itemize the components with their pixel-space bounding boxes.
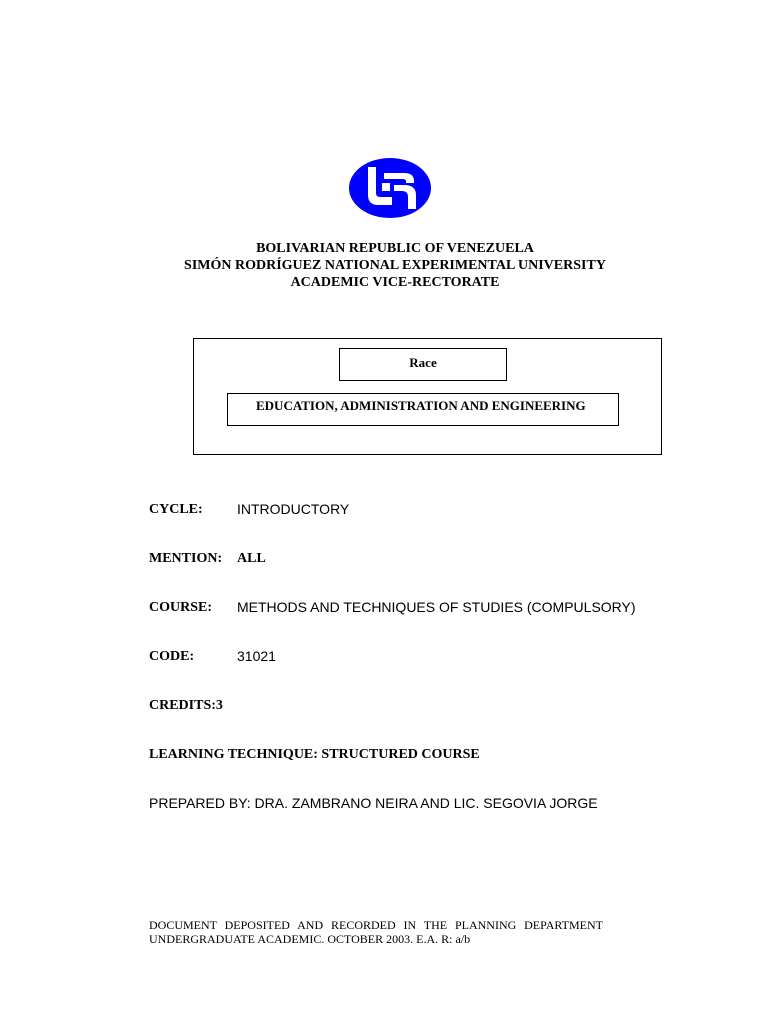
course-label: COURSE: [149, 600, 213, 615]
program-label: EDUCATION, ADMINISTRATION AND ENGINEERING [256, 398, 586, 413]
institution-header [0, 240, 768, 291]
cycle-value: INTRODUCTORY [237, 501, 350, 517]
code-field [149, 648, 276, 665]
race-label: Race [409, 355, 437, 370]
mention-value: ALL [237, 551, 266, 566]
document-footer [149, 918, 603, 946]
university-logo-icon [346, 155, 434, 221]
race-box [339, 348, 507, 381]
header-university: SIMÓN RODRÍGUEZ NATIONAL EXPERIMENTAL UNIVERSITY [184, 258, 606, 273]
cycle-label: CYCLE: [149, 502, 203, 517]
prepared-by-field: PREPARED BY: DRA. ZAMBRANO NEIRA AND LIC. SEGOVIA JORGE [149, 795, 598, 811]
course-value: METHODS AND TECHNIQUES OF STUDIES (COMPULSORY) [237, 599, 636, 615]
header-country: BOLIVARIAN REPUBLIC OF VENEZUELA [256, 241, 534, 256]
course-field [149, 599, 636, 616]
credits-field: CREDITS:3 [149, 698, 223, 713]
code-value: 31021 [237, 648, 276, 664]
mention-label: MENTION: [149, 551, 223, 566]
footer-line-1: DOCUMENT DEPOSITED AND RECORDED IN THE PLANNING DEPARTMENT [149, 918, 603, 932]
mention-field [149, 550, 266, 567]
cycle-field [149, 501, 350, 518]
code-label: CODE: [149, 649, 195, 664]
header-vice-rectorate: ACADEMIC VICE-RECTORATE [290, 275, 500, 290]
footer-line-2: UNDERGRADUATE ACADEMIC. OCTOBER 2003. E.A. R: a/b [149, 932, 471, 946]
learning-technique-field: LEARNING TECHNIQUE: STRUCTURED COURSE [149, 747, 480, 762]
